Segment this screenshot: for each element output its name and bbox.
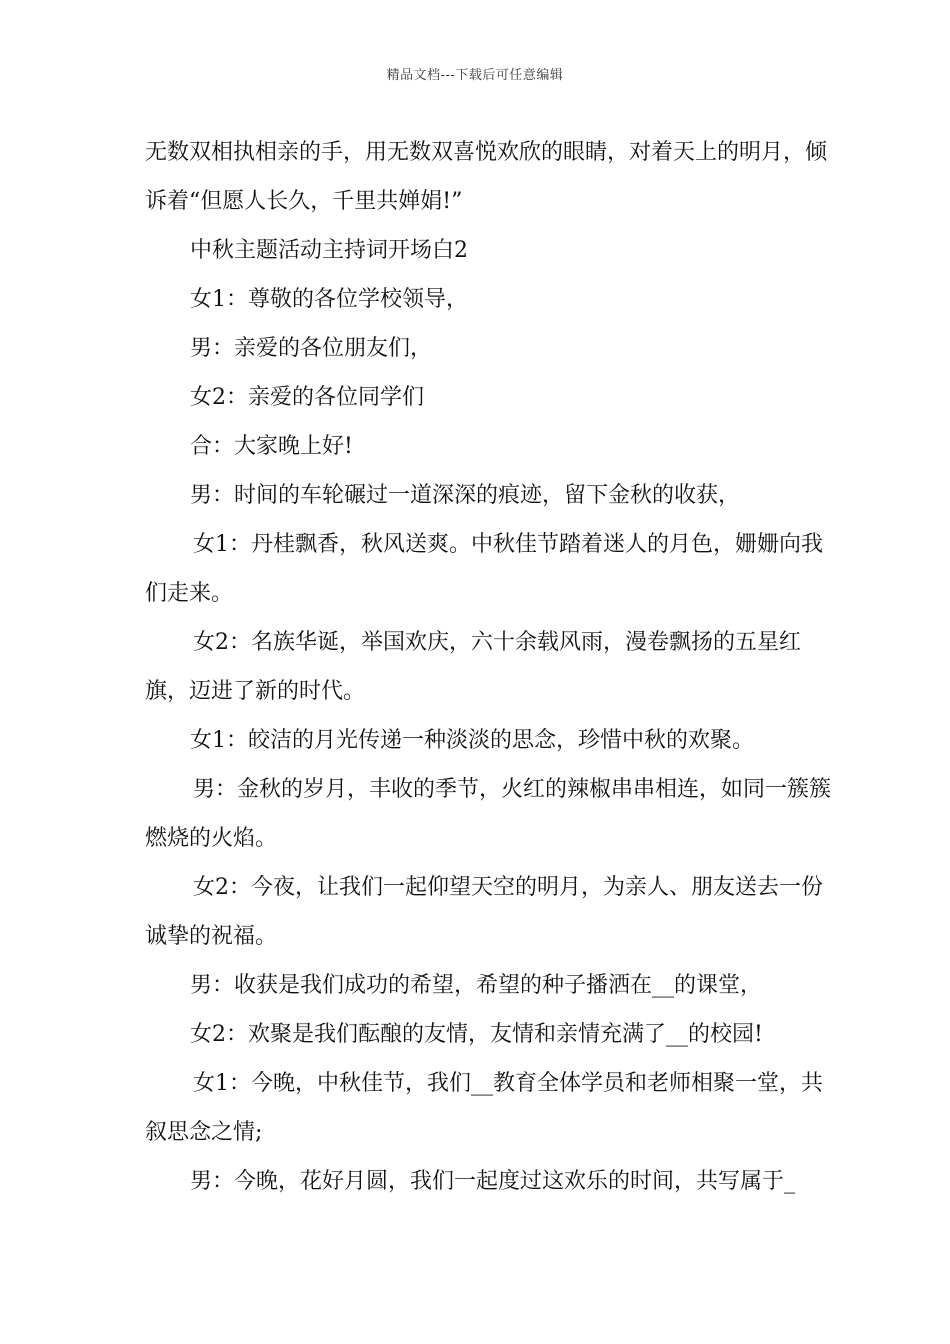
page-header: 精品文档---下载后可任意编辑 [386,68,564,83]
document-body [145,128,835,1206]
paragraph-12: 女2：今夜，让我们一起仰望天空的明月，为亲人、朋友送去一份诚挚的祝福。 [145,875,823,949]
paragraph-10: 女1：皎洁的月光传递一种淡淡的思念，珍惜中秋的欢聚。 [190,728,754,753]
paragraph-8: 女1：丹桂飘香，秋风送爽。中秋佳节踏着迷人的月色，姗姗向我们走来。 [145,532,823,606]
paragraph-16: 男：今晚，花好月圆，我们一起度过这欢乐的时间，共写属于_ [190,1169,796,1194]
paragraph-13: 男：收获是我们成功的希望，希望的种子播洒在__的课堂， [190,973,763,998]
paragraph-4: 男：亲爱的各位朋友们， [190,336,433,361]
paragraph-5: 女2：亲爱的各位同学们 [190,385,424,410]
paragraph-7: 男：时间的车轮碾过一道深深的痕迹，留下金秋的收获， [190,483,741,508]
paragraph-11: 男：金秋的岁月，丰收的季节，火红的辣椒串串相连，如同一簇簇燃烧的火焰。 [145,777,832,851]
paragraph-3: 女1：尊敬的各位学校领导， [190,287,468,312]
paragraph-9: 女2：名族华诞，举国欢庆，六十余载风雨，漫卷飘扬的五星红旗，迈进了新的时代。 [145,630,801,704]
section-title: 中秋主题活动主持词开场白2 [190,238,468,263]
paragraph-6: 合：大家晚上好! [190,434,353,459]
paragraph-15: 女1：今晚，中秋佳节，我们__教育全体学员和老师相聚一堂，共叙思念之情; [145,1071,823,1145]
paragraph-14: 女2：欢聚是我们酝酿的友情，友情和亲情充满了__的校园! [190,1022,763,1047]
paragraph-1: 无数双相执相亲的手，用无数双喜悦欢欣的眼睛，对着天上的明月，倾诉着“但愿人长久，千里共婵娟!” [145,140,828,214]
